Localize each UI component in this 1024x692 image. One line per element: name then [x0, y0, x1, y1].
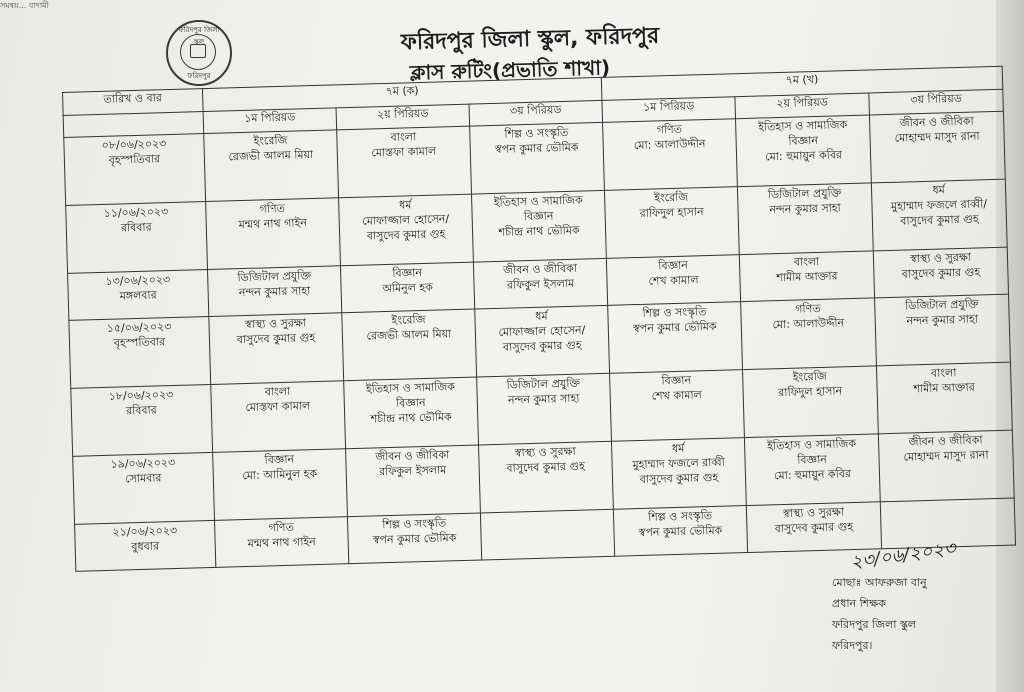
- teacher-name: মো: হুমায়ুন কবির: [773, 467, 852, 483]
- subject-name: বাংলা: [793, 255, 820, 270]
- row-date: ১৮/০৬/২০২৩: [108, 388, 174, 403]
- teacher-name: বাসুদেব কুমার গুহ: [900, 212, 979, 229]
- subject-name: ডিজিটাল প্রযুক্তি: [767, 186, 842, 202]
- header-section-b: ৭ম (খ): [601, 66, 1003, 100]
- class-cell: [209, 313, 344, 385]
- class-cell: [608, 302, 743, 374]
- header-period: ২য় পিরিয়ড: [336, 104, 470, 130]
- teacher-name: স্বপন কুমার ভৌমিক: [638, 523, 723, 540]
- subject-name: জীবন ও জীবিকা: [899, 114, 974, 130]
- header-period: ৩য় পিরিয়ড: [469, 100, 603, 126]
- subject-name: জীবন ও জীবিকা: [908, 433, 983, 449]
- subject-name: ইতিহাস ও সামাজিক: [493, 193, 583, 210]
- subject-name: ডিজিটাল প্রযুক্তি: [506, 376, 581, 392]
- subject-name: ইতিহাস ও সামাজিক: [767, 437, 857, 453]
- teacher-name: নন্দন কুমার সাহা: [769, 201, 841, 217]
- subject-name: ধর্ম: [535, 309, 548, 324]
- class-cell: [470, 123, 605, 195]
- subject-name: গণিত: [259, 202, 286, 216]
- top-edge-text: সমন্বয়... বাদামী: [0, 1, 49, 10]
- row-date: ০৮/০৬/২০২৩: [101, 137, 167, 153]
- teacher-name: শেখ কামাল: [651, 388, 702, 403]
- seal-bottom-text: ফরিদপুর: [187, 72, 211, 80]
- teacher-name: অমিনুল হক: [382, 281, 434, 296]
- class-cell: [878, 430, 1014, 502]
- class-cell: [337, 126, 472, 198]
- row-day: রবিবার: [120, 220, 152, 235]
- subject-name: শিল্প ও সংস্কৃতি: [382, 516, 447, 532]
- page-subtitle: ক্লাস রুটিং(প্রভাতি শাখা): [409, 55, 611, 85]
- subject-name: ডিজিটাল প্রযুক্তি: [237, 269, 312, 285]
- class-cell: [211, 381, 346, 453]
- teacher-name: মন্মথ নাথ গাইন: [247, 535, 316, 551]
- row-date: ১৯/০৬/২০২৩: [110, 456, 176, 471]
- teacher-name: মুহাম্মাদ ফজলে রাব্বী: [632, 455, 725, 472]
- teacher-name: বিজ্ঞান: [797, 452, 828, 467]
- date-cell: [66, 202, 208, 274]
- teacher-name: মোস্তফা কামাল: [371, 144, 437, 160]
- subject-name: ইংরেজি: [654, 190, 689, 205]
- teacher-name: বিজ্ঞান: [788, 134, 819, 149]
- page-title: ফরিদপুর জিলা স্কুল, ফরিদপুর: [400, 23, 660, 56]
- subject-name: ইংরেজি: [792, 369, 827, 384]
- subject-name: বাংলা: [264, 384, 291, 399]
- teacher-name: মোফাজ্জাল হোসেন/: [362, 212, 450, 229]
- subject-name: শিল্প ও সংস্কৃতি: [504, 126, 569, 142]
- signatory-designation: প্রধান শিক্ষক: [832, 597, 886, 610]
- teacher-name: স্বপন কুমার ভৌমিক: [494, 140, 579, 157]
- class-cell: [606, 255, 740, 305]
- teacher-name: মন্মথ নাথ গাইন: [238, 216, 307, 232]
- subject-name: স্বাস্থ্য ও সুরক্ষা: [782, 505, 845, 521]
- header-period: ১ম পিরিয়ড: [602, 96, 736, 122]
- class-cell: [339, 194, 474, 266]
- row-day: বৃহস্পতিবার: [113, 335, 166, 350]
- row-date: ২১/০৬/২০২৩: [112, 524, 178, 539]
- class-cell: [340, 262, 474, 312]
- seal-top-text: ফরিদপুর জিলা স্কুল: [178, 26, 220, 46]
- teacher-name: শচীন্দ্র নাথ ভৌমিক: [498, 223, 580, 240]
- class-cell: [347, 513, 481, 564]
- class-cell: [342, 309, 477, 381]
- teacher-name: শামীম আক্তার: [913, 380, 975, 396]
- class-cell: [739, 251, 874, 301]
- teacher-name: রাফিদুল হাসান: [778, 384, 843, 400]
- class-cell: [876, 362, 1012, 434]
- header-period: ২য় পিরিয়ড: [735, 93, 870, 119]
- routine-table: [62, 66, 1016, 572]
- date-cell: [73, 453, 215, 525]
- date-cell: [69, 317, 211, 389]
- class-cell: [605, 187, 740, 259]
- subject-name: স্বাস্থ্য ও সুরক্ষা: [909, 251, 972, 266]
- class-cell: [475, 305, 610, 377]
- row-day: বৃহস্পতিবার: [108, 152, 161, 168]
- teacher-name: মোফাজ্জাল হোসেন/: [498, 323, 586, 340]
- class-cell: [472, 191, 607, 263]
- subject-name: ইংরেজি: [391, 313, 426, 328]
- class-cell: [215, 517, 349, 568]
- class-cell: [746, 502, 881, 553]
- teacher-name: রাফিদুল হাসান: [639, 205, 704, 221]
- row-day: বুধবার: [131, 539, 160, 554]
- class-cell: [873, 248, 1008, 298]
- teacher-name: রফিকুল ইসলাম: [378, 463, 447, 479]
- class-cell: [473, 259, 607, 309]
- class-cell: [743, 366, 879, 438]
- row-day: মঙ্গলবার: [119, 288, 157, 303]
- header-date-col: তারিখ ও বার: [63, 89, 204, 116]
- teacher-name: মো: আলাউদ্দীন: [772, 316, 845, 332]
- row-day: সোমবার: [124, 471, 162, 486]
- header-period: ৩য় পিরিয়ড: [869, 89, 1004, 115]
- teacher-name: শচীন্দ্র নাথ ভৌমিক: [370, 410, 452, 426]
- subject-name: ধর্ম: [398, 198, 412, 212]
- teacher-name: মুহাম্মাদ ফজলে রাব্বী/: [890, 197, 988, 214]
- signature-scrawl: ২৩/০৬/২০২৩: [849, 537, 957, 574]
- subject-name: গণিত: [795, 302, 821, 316]
- teacher-name: মোস্তফা কামাল: [245, 399, 311, 415]
- class-cell: [204, 130, 339, 202]
- class-cell: [875, 294, 1011, 366]
- teacher-name: নন্দন কুমার সাহা: [238, 284, 311, 300]
- class-cell: [741, 298, 877, 370]
- teacher-name: বিজ্ঞান: [395, 396, 426, 410]
- class-cell: [346, 445, 481, 517]
- teacher-name: বাসুদেব কুমার গুহ: [236, 331, 316, 347]
- teacher-name: রেজভী আলম মিয়া: [366, 327, 452, 343]
- teacher-name: নন্দন কুমার সাহা: [507, 391, 580, 407]
- header-section-a: ৭ম (ক): [202, 77, 602, 111]
- subject-name: জীবন ও জীবিকা: [375, 448, 450, 464]
- class-cell: [480, 509, 614, 560]
- date-cell: [75, 521, 216, 572]
- subject-name: শিল্প ও সংস্কৃতি: [642, 305, 707, 321]
- class-cell: [208, 266, 342, 316]
- row-day: রবিবার: [125, 403, 157, 418]
- subject-name: জীবন ও জীবিকা: [503, 262, 578, 278]
- class-cell: [737, 183, 873, 255]
- school-seal: [166, 20, 232, 86]
- teacher-name: বাসুদেব কুমার গুহ: [366, 227, 446, 243]
- teacher-name: নন্দন কুমার সাহা: [906, 312, 979, 328]
- subject-name: বিজ্ঞান: [658, 258, 689, 273]
- signatory-place: ফরিদপুর।: [832, 639, 873, 652]
- subject-name: স্বাস্থ্য ও সুরক্ষা: [514, 444, 576, 460]
- teacher-name: মো: আমিনুল হক: [242, 467, 318, 483]
- row-date: ১৫/০৬/২০২৩: [106, 320, 172, 335]
- teacher-name: স্বপন কুমার ভৌমিক: [372, 531, 457, 547]
- class-cell: [736, 115, 872, 187]
- subject-name: বিজ্ঞান: [661, 373, 692, 388]
- class-cell: [869, 112, 1005, 184]
- teacher-name: বিজ্ঞান: [523, 209, 554, 224]
- teacher-name: রফিকুল ইসলাম: [506, 277, 575, 293]
- teacher-name: বাসুদেব কুমার গুহ: [502, 338, 582, 354]
- signatory-name: মোছাঃ আফরুজা বানু: [832, 576, 927, 589]
- date-cell: [71, 385, 213, 457]
- class-cell: [477, 373, 612, 445]
- class-cell: [871, 180, 1007, 252]
- class-cell: [613, 506, 747, 557]
- class-cell: [603, 119, 738, 191]
- teacher-name: মোহাম্মদ মাসুদ রানা: [903, 448, 989, 464]
- subject-name: গণিত: [656, 123, 683, 137]
- class-cell: [612, 438, 747, 510]
- subject-name: ডিজিটাল প্রযুক্তি: [904, 297, 979, 313]
- teacher-name: বাসুদেব কুমার গুহ: [901, 265, 981, 281]
- class-cell: [206, 198, 341, 270]
- class-cell: [344, 377, 479, 449]
- teacher-name: বাসুদেব কুমার গুহ: [774, 520, 854, 536]
- class-cell: [744, 434, 880, 506]
- subject-name: বাংলা: [930, 366, 957, 380]
- date-cell: [64, 134, 206, 206]
- subject-name: গণিত: [268, 520, 295, 535]
- subject-name: ধর্ম: [932, 183, 945, 198]
- signature-block: [832, 572, 927, 656]
- teacher-name: স্বপন কুমার ভৌমিক: [632, 319, 717, 336]
- class-cell: [213, 449, 348, 521]
- subject-name: স্বাস্থ্য ও সুরক্ষা: [244, 316, 307, 332]
- subject-name: বিজ্ঞান: [392, 266, 423, 281]
- row-date: ১৩/০৬/২০২৩: [105, 273, 171, 289]
- teacher-name: বাসুদেব কুমার গুহ: [506, 459, 586, 475]
- signatory-school: ফরিদপুর জিলা স্কুল: [832, 618, 917, 631]
- teacher-name: মো: হুমায়ুন কবির: [765, 148, 843, 164]
- class-cell: [479, 441, 614, 513]
- subject-name: ধর্ম: [671, 441, 685, 456]
- subject-name: ইতিহাস ও সামাজিক: [365, 380, 456, 396]
- row-date: ১১/০৬/২০২৩: [103, 205, 169, 221]
- teacher-name: মো: আলাউদ্দীন: [633, 137, 706, 153]
- subject-name: ইতিহাস ও সামাজিক: [758, 118, 848, 134]
- teacher-name: বাসুদেব কুমার গুহ: [639, 471, 719, 487]
- subject-name: শিল্প ও সংস্কৃতি: [647, 509, 713, 524]
- header-period: ১ম পিরিয়ড: [203, 108, 337, 134]
- subject-name: বাংলা: [390, 130, 417, 145]
- teacher-name: শেখ কামাল: [648, 273, 699, 289]
- class-cell: [610, 370, 745, 442]
- teacher-name: মোহাম্মদ মাসুদ রানা: [894, 129, 980, 146]
- subject-name: বিজ্ঞান: [264, 452, 295, 467]
- date-cell: [68, 270, 209, 321]
- subject-name: ইংরেজি: [253, 134, 288, 149]
- teacher-name: শামীম আক্তার: [776, 269, 838, 285]
- teacher-name: রেজভী আলম মিয়া: [228, 148, 314, 164]
- book-icon: [190, 44, 206, 58]
- routine-table-wrapper: [62, 66, 1015, 572]
